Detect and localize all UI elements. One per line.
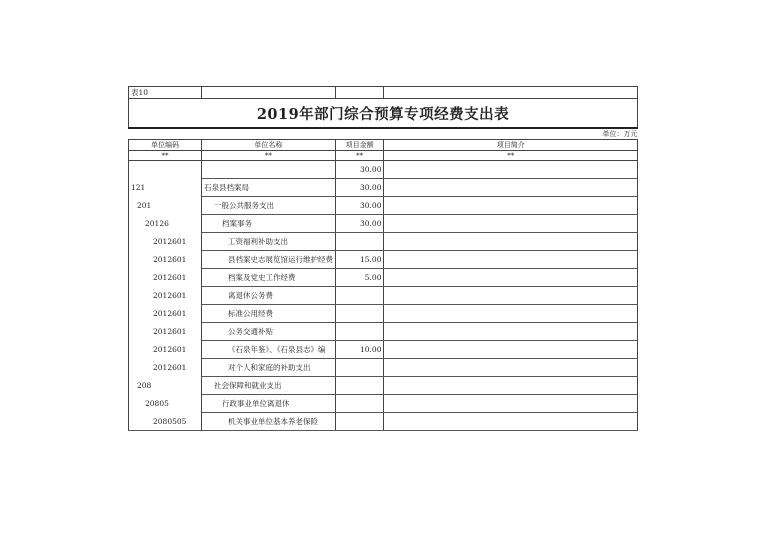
unit-name-cell: 一般公共服务支出 — [202, 197, 336, 215]
unit-code-cell: 2012601 — [129, 287, 202, 305]
marker-cell: ** — [129, 151, 202, 161]
description-cell — [384, 341, 638, 359]
table-row — [129, 341, 638, 359]
column-header: 单位名称 — [202, 140, 336, 151]
title-row — [129, 99, 638, 129]
amount-cell: 5.00 — [335, 269, 384, 287]
unit-code-cell: 2012601 — [129, 323, 202, 341]
table-row — [129, 179, 638, 197]
unit-name-cell: 公务交通补贴 — [202, 323, 336, 341]
description-cell — [384, 323, 638, 341]
description-cell — [384, 197, 638, 215]
unit-code-cell: 208 — [129, 377, 202, 395]
table-row — [129, 359, 638, 377]
table-body — [129, 161, 638, 431]
unit-name-cell: 档案事务 — [202, 215, 336, 233]
amount-cell — [335, 305, 384, 323]
unit-name-cell: 行政事业单位离退休 — [202, 395, 336, 413]
table-row — [129, 269, 638, 287]
marker-cell: ** — [384, 151, 638, 161]
budget-sheet — [128, 86, 638, 431]
amount-cell — [335, 413, 384, 431]
table-row — [129, 287, 638, 305]
unit-code-cell: 201 — [129, 197, 202, 215]
description-cell — [384, 359, 638, 377]
unit-name-cell — [202, 161, 336, 179]
amount-cell — [335, 395, 384, 413]
unit-name-cell: 离退休公务费 — [202, 287, 336, 305]
table-number: 表10 — [129, 87, 202, 99]
table-row — [129, 413, 638, 431]
unit-code-cell: 2012601 — [129, 233, 202, 251]
unit-name-cell: 对个人和家庭的补助支出 — [202, 359, 336, 377]
unit-name-cell: 工资福利补助支出 — [202, 233, 336, 251]
column-header: 项目金额 — [335, 140, 384, 151]
unit-name-cell: 《石泉年鉴》、《石泉县志》编 — [202, 341, 336, 359]
table-row — [129, 305, 638, 323]
unit-code-cell: 20126 — [129, 215, 202, 233]
unit-name-cell: 社会保障和就业支出 — [202, 377, 336, 395]
table-row — [129, 233, 638, 251]
amount-cell: 30.00 — [335, 161, 384, 179]
amount-cell — [335, 377, 384, 395]
unit-name-cell: 档案及党史工作经费 — [202, 269, 336, 287]
unit-code-cell — [129, 161, 202, 179]
page-title: 2019年部门综合预算专项经费支出表 — [129, 99, 638, 129]
marker-cell: ** — [335, 151, 384, 161]
description-cell — [384, 413, 638, 431]
amount-cell — [335, 359, 384, 377]
description-cell — [384, 395, 638, 413]
unit-code-cell: 2012601 — [129, 269, 202, 287]
table-row — [129, 215, 638, 233]
amount-cell — [335, 233, 384, 251]
unit-code-cell: 2012601 — [129, 251, 202, 269]
amount-cell: 30.00 — [335, 215, 384, 233]
column-header: 项目简介 — [384, 140, 638, 151]
unit-code-cell: 121 — [129, 179, 202, 197]
unit-code-cell: 2080505 — [129, 413, 202, 431]
description-cell — [384, 377, 638, 395]
unit-code-cell: 20805 — [129, 395, 202, 413]
description-cell — [384, 179, 638, 197]
table-number-row — [129, 87, 638, 99]
table-row — [129, 377, 638, 395]
marker-cell: ** — [202, 151, 336, 161]
unit-row — [129, 128, 638, 140]
column-header: 单位编码 — [129, 140, 202, 151]
description-cell — [384, 233, 638, 251]
table-row — [129, 197, 638, 215]
table-row — [129, 161, 638, 179]
marker-row — [129, 151, 638, 161]
unit-name-cell: 机关事业单位基本养老保险 — [202, 413, 336, 431]
description-cell — [384, 269, 638, 287]
amount-cell: 30.00 — [335, 179, 384, 197]
description-cell — [384, 251, 638, 269]
budget-table — [128, 86, 638, 431]
description-cell — [384, 287, 638, 305]
table-row — [129, 323, 638, 341]
amount-cell: 30.00 — [335, 197, 384, 215]
unit-label: 单位：万元 — [602, 130, 638, 138]
table-row — [129, 395, 638, 413]
amount-cell: 15.00 — [335, 251, 384, 269]
unit-name-cell: 标准公用经费 — [202, 305, 336, 323]
amount-cell — [335, 323, 384, 341]
unit-code-cell: 2012601 — [129, 305, 202, 323]
amount-cell: 10.00 — [335, 341, 384, 359]
unit-code-cell: 2012601 — [129, 359, 202, 377]
description-cell — [384, 161, 638, 179]
unit-code-cell: 2012601 — [129, 341, 202, 359]
amount-cell — [335, 287, 384, 305]
unit-name-cell: 石泉县档案局 — [202, 179, 336, 197]
column-header-row — [129, 140, 638, 151]
unit-name-cell: 县档案史志展览馆运行维护经费 — [202, 251, 336, 269]
description-cell — [384, 305, 638, 323]
table-row — [129, 251, 638, 269]
description-cell — [384, 215, 638, 233]
